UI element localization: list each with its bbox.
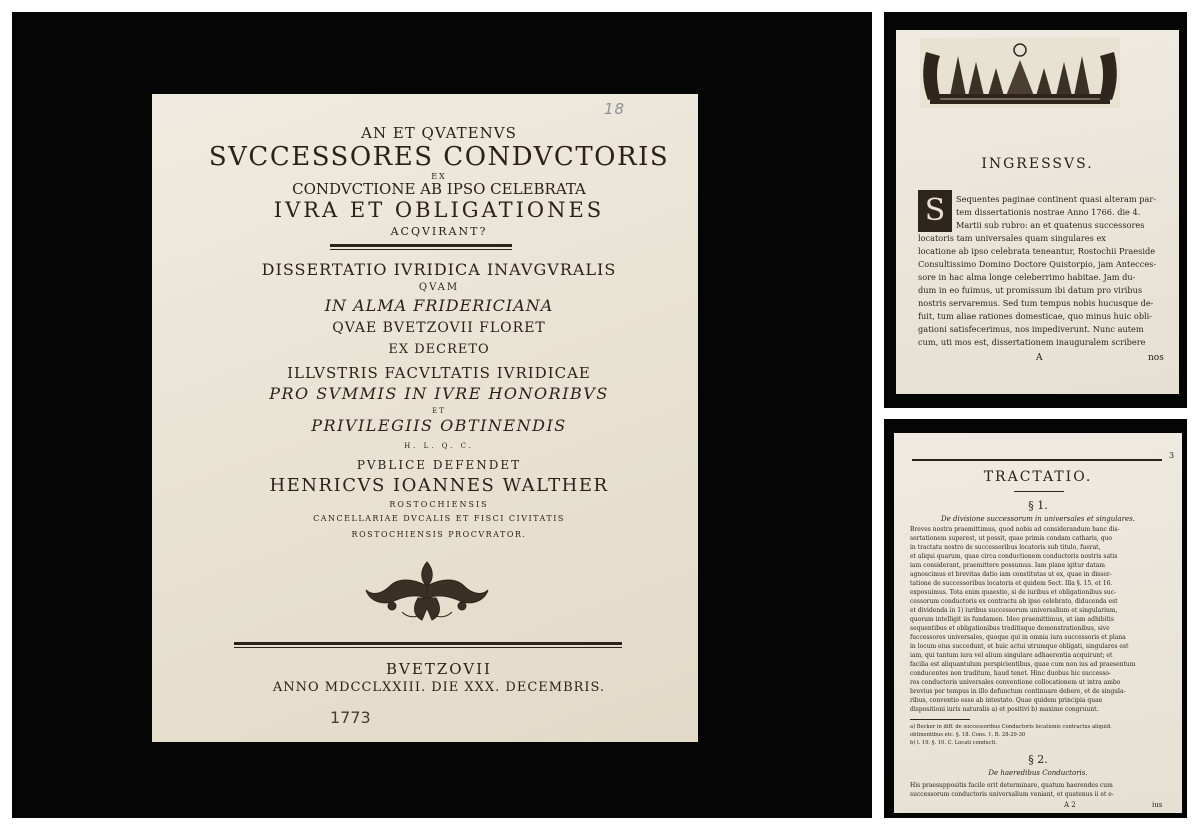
page-number: 3 — [1169, 451, 1175, 460]
tractatio-line: His praesuppositis facile erit determinare, quatum haerendes cum — [910, 782, 1113, 789]
ingressus-heading: INGRESSVS. — [981, 156, 1094, 172]
section-2-title: De haeredibus Conductoris. — [988, 769, 1088, 777]
tractatio-line: dispositioni iuris naturalis a) et positivi b) maxime congruunt. — [910, 706, 1099, 713]
title-line-3: EX — [431, 172, 447, 181]
author-name: HENRICVS IOANNES WALTHER — [269, 475, 609, 496]
section-2-text — [910, 781, 1166, 801]
tractatio-line: sequentibus et obligationibus traditisque demonstrationibus, sive — [910, 625, 1110, 632]
ingressus-text-indent — [956, 194, 1166, 238]
ingressus-line: locatoris tam universales quam singulares ex — [918, 233, 1106, 243]
tractatio-line: agnoscimus et brevitas datio iam constitutas ut ex, quae in disser- — [910, 571, 1112, 578]
footnotes — [910, 723, 1166, 751]
tractatio-line: cessorum conductoris ex contractu ab ipso celebrato, diducenda est — [910, 598, 1118, 605]
tractatio-heading: TRACTATIO. — [983, 469, 1093, 485]
title-line-6: ACQVIRANT? — [390, 225, 488, 238]
signature-mark: A — [1036, 353, 1043, 363]
footnote-rule — [910, 719, 970, 720]
title-line-16: H. L. Q. C. — [404, 442, 474, 450]
ornamental-drop-cap: S — [918, 190, 952, 232]
tractatio-line: sertationem superest, ut possit, quae primis condam catharis, quo — [910, 535, 1113, 542]
title-double-rule — [330, 244, 512, 250]
title-line-19: ROSTOCHIENSIS — [389, 500, 489, 509]
ingressus-line: locatione ab ipso celebrata teneantur, Rostochii Praeside — [918, 246, 1156, 256]
title-line-5: IVRA ET OBLIGATIONES — [273, 198, 605, 222]
ingressus-line: dum in eo fuimus, ut promissum ibi datum pro viribus — [918, 285, 1143, 295]
title-line-15: PRIVILEGIIS OBTINENDIS — [311, 416, 567, 435]
title-line-21: ROSTOCHIENSIS PROCVRATOR. — [351, 530, 527, 539]
tractatio-page — [894, 433, 1182, 813]
pencil-year-note: 1773 — [330, 708, 371, 727]
section-1-title: De divisione successorum in universales et singulares. — [941, 515, 1135, 523]
title-line-11: EX DECRETO — [388, 342, 490, 357]
title-line-9: IN ALMA FRIDERICIANA — [324, 296, 554, 315]
floral-vignette-ornament — [362, 556, 492, 624]
tractatio-line: in locum eius succedunt, et huic actui utrumque obligati, singulares est — [910, 643, 1129, 650]
tractatio-line: ribus, conventio esse ab intestato. Quae quidem principia quae — [910, 697, 1103, 704]
ingressus-text-body — [918, 233, 1166, 373]
tractatio-line: successorum conductoris universalium veniant, et quatenus ii et e- — [910, 791, 1114, 798]
footnote-line: obtinentibus etc. §. 18. Cons. 1. B. 28-29-30 — [910, 732, 1026, 738]
ingressus-line: sore in hac alma longe celeberrimo habitae. Jam du- — [918, 272, 1136, 282]
title-page — [152, 94, 698, 742]
imprint-date: ANNO MDCCLXXIII. DIE XXX. DECEMBRIS. — [272, 680, 606, 695]
tractatio-line: et aliqui quarum, quae circa conductionem conductoris nostris satis — [910, 553, 1118, 560]
tractatio-line: conducentes non traditum, haud tenet. Hinc duobus hic successo- — [910, 670, 1111, 677]
footnote-line: a) Becker in diff. de successoribus Conductoris locationis contractus aliquid. — [910, 724, 1112, 730]
title-line-20: CANCELLARIAE DVCALIS ET FISCI CIVITATIS — [313, 514, 565, 523]
title-line-10: QVAE BVETZOVII FLORET — [332, 320, 546, 336]
heading-rule — [1014, 491, 1064, 492]
handwritten-note: 18 — [604, 100, 626, 118]
tractatio-line: res conductoris universales conventione collocationem ut intra ambo — [910, 679, 1121, 686]
tractatio-page-photo — [884, 419, 1187, 818]
title-line-2: SVCCESSORES CONDVCTORIS — [208, 142, 670, 172]
ingressus-page-photo — [884, 12, 1187, 408]
tractatio-line: iam, qui tantum iura vel alium singulare adhaerentia acquirunt; et — [910, 652, 1113, 659]
section-1-number: § 1. — [1028, 499, 1048, 512]
tractatio-line: iam considerant, praemittere possumus. Iam plane igitur datam — [910, 562, 1105, 569]
tractatio-line: fuccessores universales, quoque qui in omnia iura successoris et plana — [910, 634, 1126, 641]
title-line-17: PVBLICE DEFENDET — [356, 458, 522, 472]
title-line-14: ET — [432, 407, 446, 415]
tractatio-line: exposuimus. Tota enim quaestio, si de iuribus et obligationibus suc- — [910, 589, 1117, 596]
header-rule — [912, 459, 1162, 461]
title-line-13: PRO SVMMIS IN IVRE HONORIBVS — [269, 384, 609, 403]
tractatio-line: Breves nostra praemittimus, quod nobis ad considerandum hanc dis- — [910, 526, 1120, 533]
footnote-line: b) l. 19. §. 10. C. Locati conducti. — [910, 740, 998, 746]
ingressus-line: Martii sub rubro: an et quatenus successores — [956, 220, 1145, 230]
title-line-8: QVAM — [418, 282, 460, 293]
section-1-text — [910, 525, 1166, 715]
tractatio-line: et dividenda in 1) iuribus successorum universalium et singularium, — [910, 607, 1118, 614]
ingressus-line: nostris servaremus. Sed tum tempus nobis hucusque de- — [918, 298, 1154, 308]
tractatio-line: quorum intelligit iis fundamen. Ideo praemittimus, ut iam adhibitis — [910, 616, 1114, 623]
ingressus-line: fuit, tum aliae rationes domesticae, quo minus huic obli- — [918, 311, 1153, 321]
title-page-photo — [12, 12, 872, 818]
tractatio-line: tatione de successoribus locatoris et quidem Sect. Illa §. 15. et 16. — [910, 580, 1113, 587]
tractatio-line: brevius per tempus in illo defunctum continuare debere, et de singula- — [910, 688, 1126, 695]
imprint-double-rule — [234, 642, 622, 648]
landscape-headpiece-ornament — [920, 38, 1120, 108]
section-2-number: § 2. — [1028, 753, 1048, 766]
ingressus-line: Consultissimo Domino Doctore Quistorpio, jam Antecces- — [918, 259, 1157, 269]
title-line-7: DISSERTATIO IVRIDICA INAVGVRALIS — [261, 260, 617, 279]
tractatio-line: facilia est aliquantulum perspicientibus, quae cum non ius ad praesentum — [910, 661, 1136, 668]
ingressus-page — [896, 30, 1179, 394]
ingressus-line: cum, uti mos est, dissertationem inauguralem scribere — [918, 337, 1146, 347]
ingressus-line: tem dissertationis nostrae Anno 1766. die 4. — [956, 207, 1141, 217]
signature-mark: A 2 — [1064, 801, 1076, 809]
title-line-12: ILLVSTRIS FACVLTATIS IVRIDICAE — [287, 364, 591, 382]
title-line-1: AN ET QVATENVS — [361, 124, 517, 142]
imprint-place: BVETZOVII — [386, 660, 492, 678]
ingressus-line: Sequentes paginae continent quasi alteram par- — [956, 194, 1157, 204]
catchword: ius — [1152, 801, 1163, 809]
title-line-4: CONDVCTIONE AB IPSO CELEBRATA — [292, 180, 586, 198]
catchword: nos — [1148, 353, 1164, 363]
ingressus-line: gationi satisfecerimus, nos impediverunt. Nunc autem — [918, 324, 1144, 334]
tractatio-line: in tractatu nostro de successoribus locatoris sub titulo, fuerat, — [910, 544, 1101, 551]
